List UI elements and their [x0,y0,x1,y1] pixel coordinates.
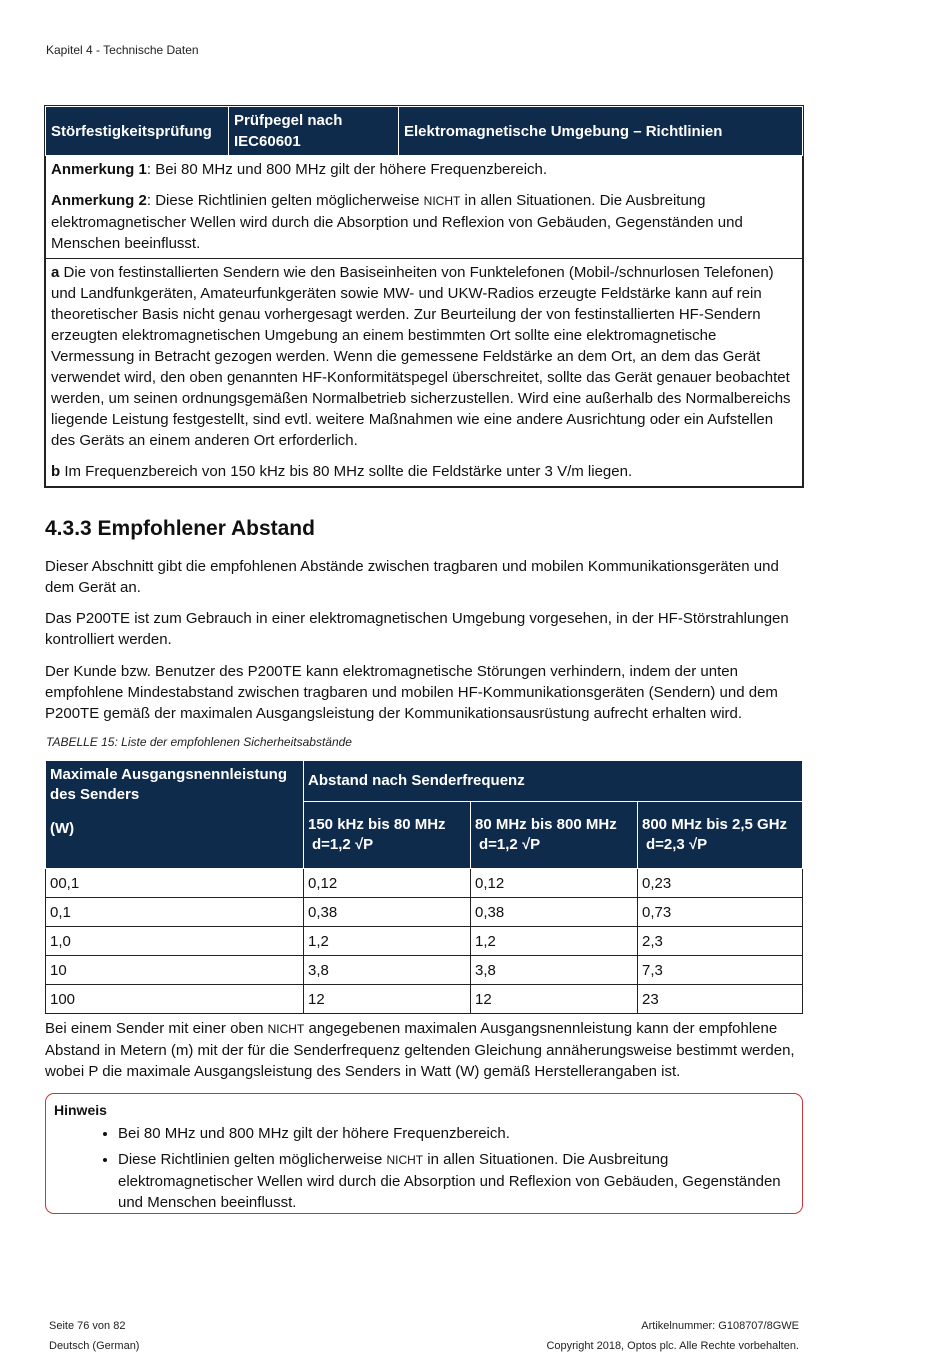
frequency-range: 800 MHz bis 2,5 GHz [642,816,788,833]
footnote-text: Die von festinstallierten Sendern wie den Basiseinheiten von Funktelefonen (Mobil-/schnurlosen Telefonen) und Landfunkgeräten, Amateurfunkgeräten sowie MW- und UKW-Radios erzeugte Feldstärke kann auf rein theoretischer Basis nicht genau vorhergesagt werden. Zur Beurteilung der von festinstallierten HF-Sendern erzeugten elektromagnetischen Umgebung an einem bestimmten Ort sollte eine elektromagnetische Vermessung in Betracht gezogen werden. Wenn die gemessene Feldstärke an dem Ort, an dem das Gerät verwendet wird, den oben genannten HF-Konformitätspegel überschreitet, sollte das Gerät genauer beobachtet werden, um seinen ordnungsgemäßen Normalbetrieb sicherzustellen. Wird eine außerhalb des Normalbereichs liegende Leistung festgestellt, sind evtl. weitere Maßnahmen wie eine andere Ausrichtung oder ein Aufstellen des Geräts an einem anderen Ort erforderlich. [51,264,791,449]
nicht-emphasis: NICHT [386,1153,424,1167]
paragraph-text: Bei einem Sender mit einer oben [45,1020,268,1037]
column-group-header: Abstand nach Senderfrequenz [304,761,803,802]
notes-cell [46,156,803,259]
paragraph: Der Kunde bzw. Benutzer des P200TE kann elektromagnetische Störungen verhindern, indem der unten empfohlene Mindestabstand zwischen tragbaren und mobilen HF-Kommunikationsgeräten (Sendern) und dem P200TE gemäß der maximalen Ausgangsleistung der Kommunikationsausrüstung aufrecht erhalten wird. [45,663,778,722]
list-item-text: Diese Richtlinien gelten möglicherweise [118,1151,387,1168]
table-cell: 0,38 [471,898,638,927]
table-cell: 12 [304,985,471,1014]
footnote-a [51,262,797,451]
note-label: Anmerkung 2 [51,192,147,209]
column-header: Elektromagnetische Umgebung – Richtlinien [399,107,803,156]
table-row [46,156,803,259]
section-title: 4.3.3 Empfohlener Abstand [45,517,315,540]
frequency-range: 80 MHz bis 800 MHz [475,816,617,833]
chapter-header: Kapitel 4 - Technische Daten [46,43,199,57]
column-header [471,802,638,869]
language-label: Deutsch (German) [49,1340,140,1352]
table-row [46,927,803,956]
footnote-label: b [51,463,61,480]
column-header-power [46,761,304,869]
table-cell: 00,1 [46,869,304,898]
formula: d=1,2 √P [312,836,374,853]
paragraph: Dieser Abschnitt gibt die empfohlenen Abstände zwischen tragbaren und mobilen Kommunikationsgeräten und dem Gerät an. [45,558,779,596]
table-cell: 0,73 [638,898,803,927]
formula: d=1,2 √P [479,836,541,853]
note-text: : Bei 80 MHz und 800 MHz gilt der höhere Frequenzbereich. [146,161,548,178]
table-cell: 0,12 [471,869,638,898]
footnote-b [51,461,797,482]
table-cell: 3,8 [471,956,638,985]
table-cell: 0,1 [46,898,304,927]
paragraph: Das P200TE ist zum Gebrauch in einer elektromagnetischen Umgebung vorgesehen, in der HF-Störstrahlungen kontrolliert werden. [45,610,789,648]
column-header: Prüfpegel nach IEC60601 [229,107,399,156]
note-text: : Diese Richtlinien gelten möglicherweise [146,192,424,209]
copyright: Copyright 2018, Optos plc. Alle Rechte vorbehalten. [546,1340,799,1352]
note-box [45,1093,803,1214]
list-item-text: in allen Situationen. Die Ausbreitung elektromagnetischer Wellen wird durch die Absorption und Reflexion von Gebäuden, Gegenständen und Menschen beeinflusst. [118,1151,781,1211]
list-item [118,1149,794,1213]
unit-label: (W) [50,820,75,837]
list-item: • Bei 80 MHz und 800 MHz gilt der höhere Frequenzbereich. [118,1123,794,1144]
power-label: Maximale Ausgangsnennleistung des Senders [50,766,287,803]
footnotes-cell [46,259,803,487]
page-number: Seite 76 von 82 [49,1320,126,1332]
column-header: Störfestigkeitsprüfung [46,107,229,156]
table-cell: 1,0 [46,927,304,956]
immunity-table [45,106,803,487]
table-cell: 23 [638,985,803,1014]
frequency-range: 150 kHz bis 80 MHz [308,816,446,833]
paragraph-text: angegebenen maximalen Ausgangsnennleistung kann der empfohlene Abstand in Metern (m) mit der für die Senderfrequenz geltenden Gleichung annäherungsweise bestimmt werden, wobei P die maximale Ausgangsleistung des Senders in Watt (W) gemäß Herstellerangaben ist. [45,1020,795,1080]
table-header-row [46,761,803,802]
footnote-label: a [51,264,60,281]
table-cell: 0,12 [304,869,471,898]
note-text: in allen Situationen. Die Ausbreitung elektromagnetischer Wellen wird durch die Absorption und Reflexion von Gebäuden, Gegenständen und Menschen beeinflusst. [51,192,743,252]
footnote-text: Im Frequenzbereich von 150 kHz bis 80 MHz sollte die Feldstärke unter 3 V/m liegen. [60,463,633,480]
table-caption: TABELLE 15: Liste der empfohlenen Sicherheitsabstände [46,735,352,749]
nicht-emphasis: NICHT [423,194,461,208]
distance-table [45,760,803,1014]
note-2 [51,190,797,254]
table-row [46,869,803,898]
note-box-title: Hinweis [54,1102,107,1118]
table-header-row [46,107,803,156]
table-cell: 0,23 [638,869,803,898]
table-cell: 7,3 [638,956,803,985]
table-row [46,985,803,1014]
column-header [638,802,803,869]
table-cell: 12 [471,985,638,1014]
column-header [304,802,471,869]
table-cell: 3,8 [304,956,471,985]
table-cell: 0,38 [304,898,471,927]
note-list [54,1123,794,1213]
table-row [46,259,803,487]
table-cell: 1,2 [304,927,471,956]
article-number: Artikelnummer: G108707/8GWE [641,1320,799,1332]
table-row [46,898,803,927]
table-cell: 1,2 [471,927,638,956]
table-row [46,956,803,985]
nicht-emphasis: NICHT [267,1022,305,1036]
paragraph [45,1018,805,1082]
table-cell: 100 [46,985,304,1014]
note-1 [51,159,797,180]
table-cell: 10 [46,956,304,985]
formula: d=2,3 √P [646,836,708,853]
table-cell: 2,3 [638,927,803,956]
note-label: Anmerkung 1 [51,161,147,178]
